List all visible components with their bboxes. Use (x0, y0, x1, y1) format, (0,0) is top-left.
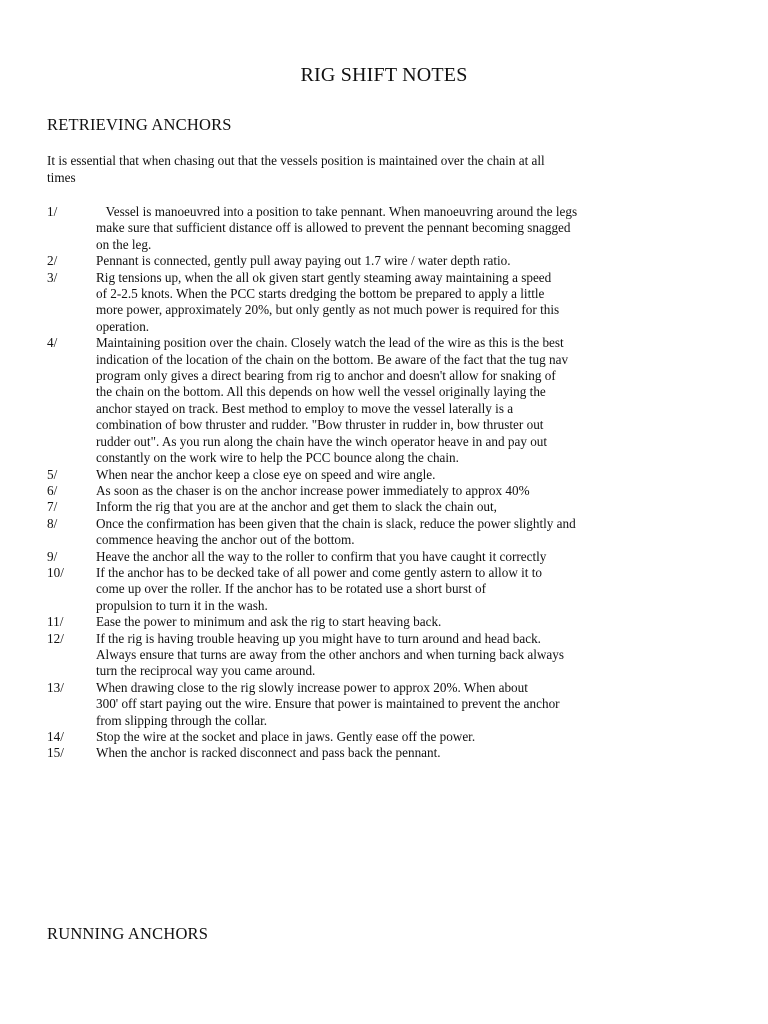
step-text-line: turn the reciprocal way you came around. (96, 663, 316, 679)
step-text (96, 253, 687, 269)
step-text (96, 204, 687, 253)
step-item (47, 680, 687, 729)
intro-paragraph (47, 153, 647, 186)
step-number: 4/ (47, 335, 58, 351)
step-text (96, 467, 687, 483)
step-text (96, 745, 687, 761)
step-text-line: Maintaining position over the chain. Closely watch the lead of the wire as this is the best (96, 335, 564, 351)
step-item (47, 549, 687, 565)
step-text-line: Stop the wire at the socket and place in jaws. Gently ease off the power. (96, 729, 476, 744)
steps-list (47, 204, 687, 762)
step-text-line: When near the anchor keep a close eye on speed and wire angle. (96, 466, 436, 482)
step-text (96, 516, 687, 549)
step-text-line: commence heaving the anchor out of the bottom. (96, 532, 355, 548)
step-text-line: Ease the power to minimum and ask the rig to start heaving back. (96, 614, 442, 630)
step-number: 6/ (47, 482, 58, 498)
step-text-line: As soon as the chaser is on the anchor increase power immediately to approx 40% (96, 482, 530, 498)
step-number: 8/ (47, 515, 58, 531)
step-number: 10/ (47, 564, 64, 580)
step-text (96, 549, 687, 565)
step-text-line: Vessel is manoeuvred into a position to take pennant. When manoeuvring around the legs (96, 204, 578, 219)
step-number: 9/ (47, 548, 58, 564)
step-text-line: combination of bow thruster and rudder. "Bow thruster in rudder in, bow thruster out (96, 417, 544, 433)
step-number: 15/ (47, 745, 64, 761)
step-item (47, 253, 687, 269)
step-item (47, 467, 687, 483)
step-text-line: rudder out". As you run along the chain have the winch operator heave in and pay out (96, 433, 548, 449)
step-text (96, 499, 687, 515)
step-item (47, 270, 687, 336)
step-text-line: Rig tensions up, when the all ok given start gently steaming away maintaining a speed (96, 269, 552, 285)
step-text-line: Pennant is connected, gently pull away paying out 1.7 wire / water depth ratio. (96, 253, 511, 269)
step-text-line: If the rig is having trouble heaving up you might have to turn around and head back. (96, 630, 541, 646)
step-item (47, 565, 687, 614)
step-number: 7/ (47, 499, 58, 515)
step-text-line: of 2-2.5 knots. When the PCC starts dredging the bottom be prepared to apply a little (96, 286, 545, 302)
step-text-line: Always ensure that turns are away from the other anchors and when turning back always (96, 646, 565, 662)
step-text-line: the chain on the bottom. All this depends on how well the vessel originally laying the (96, 384, 546, 400)
step-text-line: When the anchor is racked disconnect and pass back the pennant. (96, 745, 441, 761)
step-number: 14/ (47, 729, 64, 744)
step-number: 2/ (47, 253, 58, 269)
step-text-line: indication of the location of the chain on the bottom. Be aware of the fact that the tug nav (96, 351, 569, 367)
step-item (47, 499, 687, 515)
step-number: 3/ (47, 269, 58, 285)
intro-line: times (47, 169, 76, 185)
step-text-line: If the anchor has to be decked take of all power and come gently astern to allow it to (96, 564, 543, 580)
step-text (96, 565, 687, 614)
step-text-line: Inform the rig that you are at the anchor and get them to slack the chain out, (96, 499, 497, 515)
step-item (47, 745, 687, 761)
step-item (47, 204, 687, 253)
step-text-line: anchor stayed on track. Best method to employ to move the vessel laterally is a (96, 400, 514, 416)
step-text-line: come up over the roller. If the anchor has to be rotated use a short burst of (96, 581, 487, 597)
step-number: 5/ (47, 466, 58, 482)
step-text-line: on the leg. (96, 236, 152, 252)
step-text-line: operation. (96, 318, 150, 334)
step-text (96, 335, 687, 466)
section-heading-running-anchors: RUNNING ANCHORS (47, 924, 209, 943)
step-text-line: constantly on the work wire to help the PCC bounce along the chain. (96, 450, 459, 466)
step-text (96, 614, 687, 630)
step-item (47, 631, 687, 680)
step-text-line: 300' off start paying out the wire. Ensure that power is maintained to prevent the anchor (96, 696, 560, 712)
intro-line: It is essential that when chasing out that the vessels position is maintained over the chain at all (47, 153, 545, 168)
step-number: 12/ (47, 630, 64, 646)
step-text-line: propulsion to turn it in the wash. (96, 597, 268, 613)
step-number: 11/ (47, 614, 64, 630)
step-number: 13/ (47, 679, 64, 695)
step-item (47, 335, 687, 466)
step-text (96, 483, 687, 499)
step-text-line: from slipping through the collar. (96, 712, 268, 728)
step-number: 1/ (47, 204, 58, 219)
step-text-line: more power, approximately 20%, but only gently as not much power is required for this (96, 302, 560, 318)
step-text-line: make sure that sufficient distance off is allowed to prevent the pennant becoming snagged (96, 220, 571, 236)
step-text (96, 680, 687, 729)
step-item (47, 729, 687, 745)
step-text-line: When drawing close to the rig slowly increase power to approx 20%. When about (96, 679, 528, 695)
step-item (47, 516, 687, 549)
step-text (96, 631, 687, 680)
page-title: RIG SHIFT NOTES (300, 64, 468, 86)
step-text-line: Once the confirmation has been given that the chain is slack, reduce the power slightly and (96, 515, 576, 531)
step-text (96, 729, 687, 745)
section-heading-retrieving-anchors: RETRIEVING ANCHORS (47, 115, 232, 134)
step-item (47, 614, 687, 630)
step-text-line: program only gives a direct bearing from rig to anchor and doesn't allow for snaking of (96, 368, 556, 384)
step-text (96, 270, 687, 336)
step-item (47, 483, 687, 499)
step-text-line: Heave the anchor all the way to the roller to confirm that you have caught it correctly (96, 548, 547, 564)
